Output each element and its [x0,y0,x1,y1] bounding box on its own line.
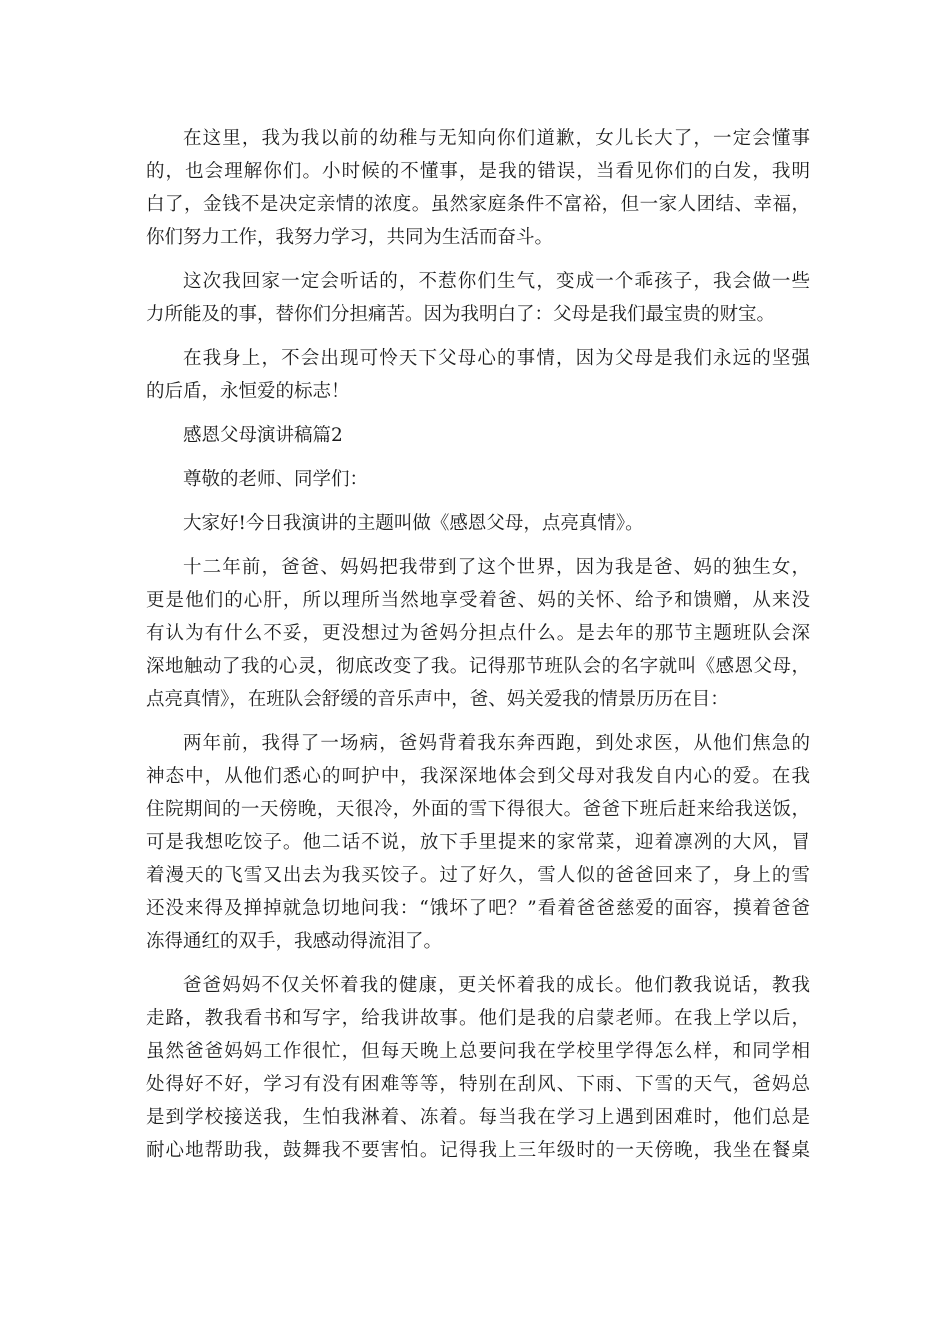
text-line: 走路，教我看书和写字，给我讲故事。他们是我的启蒙老师。在我上学以后， [146,1008,810,1029]
paragraph-topic [146,507,810,540]
text-line: 耐心地帮助我，鼓舞我不要害怕。记得我上三年级时的一天傍晚，我坐在餐桌 [146,1140,810,1161]
text-line: 的，也会理解你们。小时候的不懂事，是我的错误，当看见你们的白发，我明 [146,161,810,182]
text-line: 虽然爸爸妈妈工作很忙，但每天晚上总要问我在学校里学得怎么样，和同学相 [146,1041,810,1062]
text-line: 你们努力工作，我努力学习，共同为生活而奋斗。 [146,227,554,248]
text-line: 点亮真情》，在班队会舒缓的音乐声中，爸、妈关爱我的情景历历在目： [146,689,729,710]
paragraph-twelve-years [146,551,810,716]
text-line: 大家好!今日我演讲的主题叫做《感恩父母，点亮真情》。 [183,513,644,534]
text-line: 的后盾，永恒爱的标志！ [146,381,350,402]
text-line: 在这里，我为我以前的幼稚与无知向你们道歉，女儿长大了，一定会懂事 [183,128,810,149]
text-line: 着漫天的飞雪又出去为我买饺子。过了好久，雪人似的爸爸回来了，身上的雪 [146,865,810,886]
text-line: 十二年前，爸爸、妈妈把我带到了这个世界，因为我是爸、妈的独生女， [183,557,810,578]
text-line: 在我身上，不会出现可怜天下父母心的事情，因为父母是我们永远的坚强 [183,348,810,369]
text-line: 力所能及的事，替你们分担痛苦。因为我明白了：父母是我们最宝贵的财宝。 [146,304,776,325]
text-line: 神态中，从他们悉心的呵护中，我深深地体会到父母对我发自内心的爱。在我 [146,766,810,787]
paragraph-growth [146,969,810,1167]
text-line: 这次我回家一定会听话的，不惹你们生气，变成一个乖孩子，我会做一些 [183,271,810,292]
paragraph-apology [146,122,810,254]
text-line: 深地触动了我的心灵，彻底改变了我。记得那节班队会的名字就叫《感恩父母， [146,656,810,677]
text-line: 是到学校接送我，生怕我淋着、冻着。每当我在学习上遇到困难时，他们总是 [146,1107,810,1128]
section-title-text: 感恩父母演讲稿篇2 [183,425,343,446]
document-body [146,122,810,1178]
text-line: 有认为有什么不妥，更没想过为爸妈分担点什么。是去年的那节主题班队会深 [146,623,810,644]
text-line: 还没来得及掸掉就急切地问我：“饿坏了吧？”看着爸爸慈爱的面容，摸着爸爸 [146,898,810,919]
text-line: 更是他们的心肝，所以理所当然地享受着爸、妈的关怀、给予和馈赠，从来没 [146,590,810,611]
paragraph-promise [146,265,810,331]
paragraph-greeting [146,463,810,496]
text-line: 处得好不好，学习有没有困难等等，特别在刮风、下雨、下雪的天气，爸妈总 [146,1074,810,1095]
text-line: 白了，金钱不是决定亲情的浓度。虽然家庭条件不富裕，但一家人团结、幸福， [146,194,810,215]
paragraph-backing [146,342,810,408]
text-line: 尊敬的老师、同学们： [183,469,369,490]
paragraph-illness [146,727,810,958]
text-line: 可是我想吃饺子。他二话不说，放下手里提来的家常菜，迎着凛冽的大风，冒 [146,832,810,853]
text-line: 两年前，我得了一场病，爸妈背着我东奔西跑，到处求医，从他们焦急的 [183,733,810,754]
text-line: 住院期间的一天傍晚，天很冷，外面的雪下得很大。爸爸下班后赶来给我送饭， [146,799,810,820]
text-line: 爸爸妈妈不仅关怀着我的健康，更关怀着我的成长。他们教我说话，教我 [183,975,810,996]
section-title [146,419,810,452]
text-line: 冻得通红的双手，我感动得流泪了。 [146,931,443,952]
